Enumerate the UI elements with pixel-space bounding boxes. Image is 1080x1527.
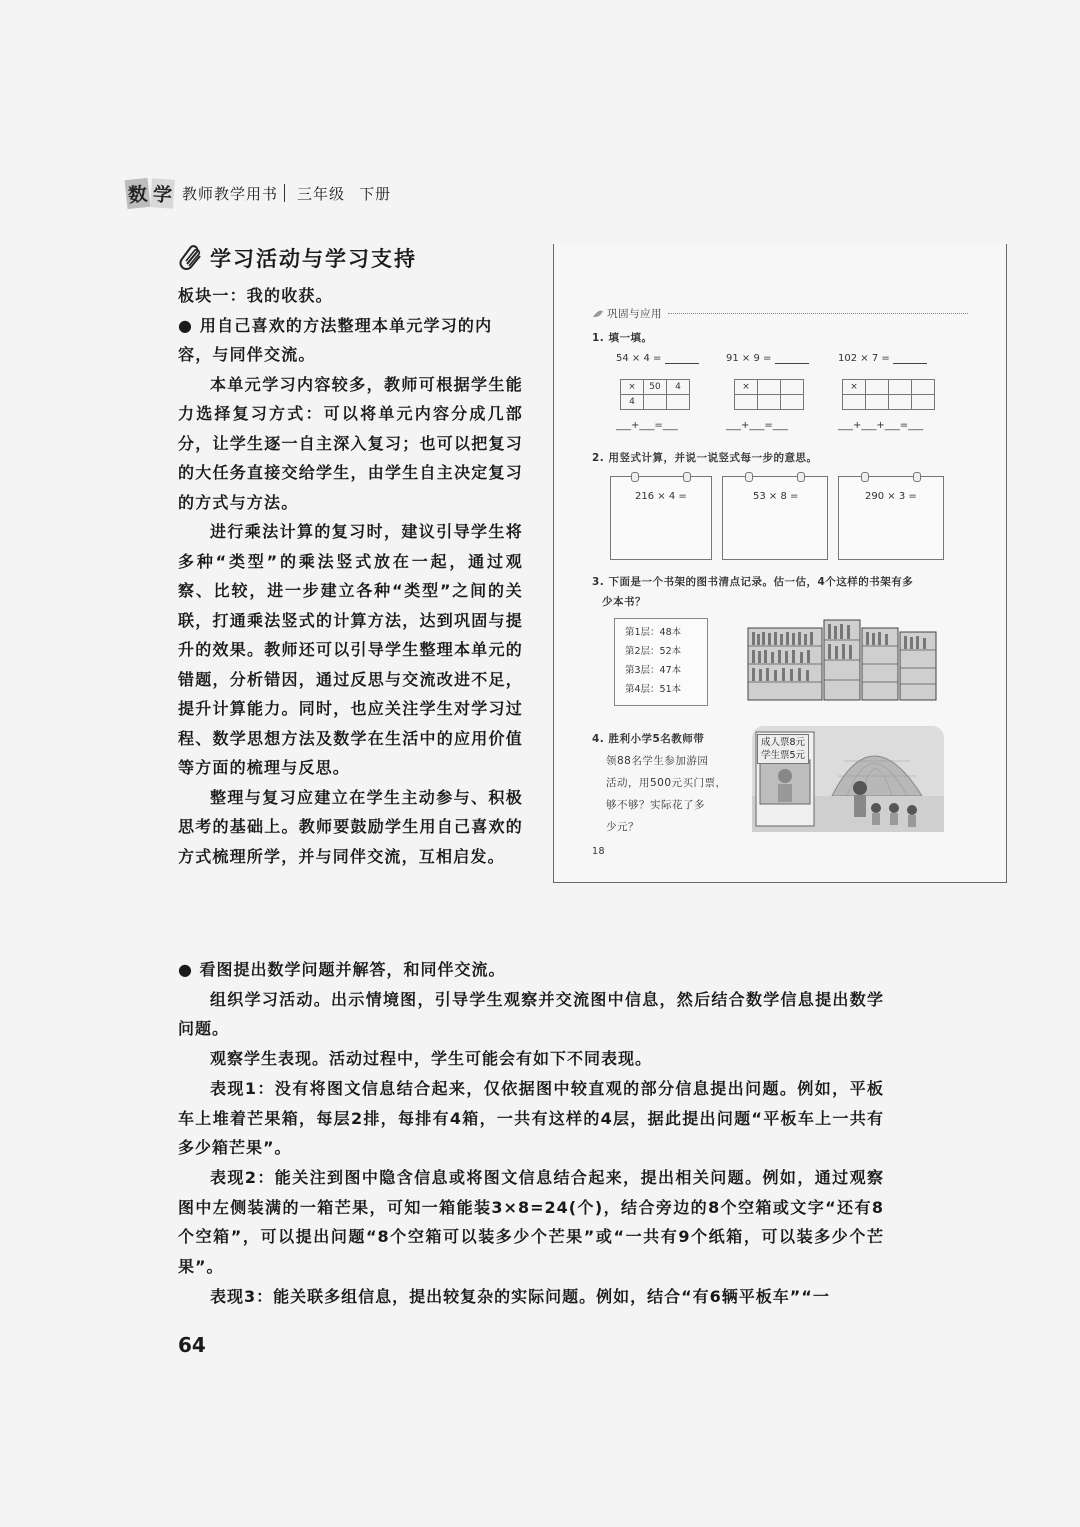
section-title-text: 学习活动与学习支持 [210,247,417,271]
bottom-paragraph-3: 表现1：没有将图文信息结合起来，仅依据图中较直观的部分信息提出问题。例如，平板车上堆着芒果箱，每层2排，每排有4箱，一共有这样的4层，据此提出问题“平板车上一共有多少箱芒果”。 [178,1078,884,1158]
q1-sum-3: ___+___+___=___ [838,420,924,431]
volume-label: 下册 [359,184,392,203]
grid-cell: × [843,380,866,395]
q1-sum-2: ___+___=___ [726,420,788,431]
grid-cell: 50 [644,380,667,395]
q1-grid-3 [842,379,935,410]
adult-ticket-price: 成人票8元 [761,737,806,748]
q3-record-note [614,618,708,706]
page-number: 64 [178,1333,206,1357]
q2-eq-2: 53 × 8 = [753,491,799,502]
header-separator [284,184,285,202]
q1-eq-2 [726,353,809,364]
q1-grid-1 [620,379,690,410]
paragraph-3: 整理与复习应建立在学生主动参与、积极思考的基础上。教师要鼓励学生用自己喜欢的方式梳理所学，并与同伴交流，互相启发。 [178,787,523,866]
q1-eq-3 [838,353,927,364]
section-title [178,243,417,273]
paperclip-icon [178,244,206,272]
subject-char-1: 数 [125,177,151,208]
q1-grid-2 [734,379,804,410]
q2-eq-3: 290 × 3 = [865,491,917,502]
q2-workbox-3 [838,476,944,560]
q4-line: 活动，用500元买门票， [606,777,727,789]
q4-text [592,728,727,838]
running-header [126,176,391,210]
q1-eq-1-text: 54 × 4 = [616,353,662,364]
section-label-text: 巩固与应用 [607,308,662,320]
grid-cell: 4 [621,395,644,410]
bottom-paragraph-5: 表现3：能关联多组信息，提出较复杂的实际问题。例如，结合“有6辆平板车”“一 [210,1286,830,1306]
q1-eq-1 [616,353,699,364]
textbook-page-number: 18 [592,846,606,857]
q3-label-line2: 少本书？ [602,596,646,608]
paragraph-2: 进行乘法计算的复习时，建议引导学生将多种“类型”的乘法竖式放在一起，通过观察、比较，进一步建立各种“类型”之间的关联，打通乘法竖式的计算方法，达到巩固与提升的效果。教师还可以引导学生整理本单元的错题，分析错因，通过反思与交流改进不足，提升计算能力。同时，也应关注学生对学习过程、数学思想方法及数学在生活中的应用价值等方面的梳理与反思。 [178,522,523,777]
q2-workbox-2 [722,476,828,560]
q1-label: 1. 填一填。 [592,332,653,344]
q4-line: 够不够？实际花了多 [606,799,705,811]
q4-line: 少元？ [606,821,639,833]
grade-label: 三年级 [297,184,346,203]
q2-workbox-1 [610,476,712,560]
dotted-rule [668,313,968,314]
q2-label: 2. 用竖式计算，并说一说竖式每一步的意思。 [592,452,818,464]
textbook-section-label [592,306,968,321]
q1-eq-3-text: 102 × 7 = [838,353,890,364]
left-column [178,281,523,871]
bottom-section [178,955,884,1311]
leaf-icon [592,309,604,319]
bullet-heading-1: ● 用自己喜欢的方法整理本单元学习的内容，与同伴交流。 [178,315,493,364]
record-line: 第1层：48本 [625,627,682,638]
subject-char-2: 学 [150,178,175,209]
ticket-price-sign [757,734,809,764]
q1-sum-1: ___+___=___ [616,420,678,431]
bottom-paragraph-4: 表现2：能关注到图中隐含信息或将图文信息结合起来，提出相关问题。例如，通过观察图中左侧装满的一箱芒果，可知一箱能装3×8=24(个)，结合旁边的8个空箱或文字“还有8个空箱”，可以提出问题“8个空箱可以装多少个芒果”或“一共有9个纸箱，可以装多少个芒果”。 [178,1167,884,1277]
grid-cell: × [621,380,644,395]
subject-logo [126,179,176,208]
grid-cell: 4 [667,380,690,395]
record-line: 第3层：47本 [625,665,682,676]
student-ticket-price: 学生票5元 [761,750,806,761]
bookshelf-illustration [744,610,944,706]
q1-eq-2-text: 91 × 9 = [726,353,772,364]
bullet-heading-2: ● 看图提出数学问题并解答，和同伴交流。 [178,960,506,979]
textbook-page-figure [553,244,1007,883]
q3-label-line1: 3. 下面是一个书架的图书清点记录。估一估，4个这样的书架有多 [592,576,914,588]
q2-eq-1: 216 × 4 = [635,491,687,502]
bottom-paragraph-1: 组织学习活动。出示情境图，引导学生观察并交流图中信息，然后结合数学信息提出数学问题。 [178,989,884,1039]
book-title: 教师教学用书 [182,184,279,203]
grid-cell: × [735,380,758,395]
record-line: 第2层：52本 [625,646,682,657]
q4-line: 4. 胜利小学5名教师带 [592,733,705,745]
module-heading: 板块一：我的收获。 [178,286,333,305]
q4-line: 领88名学生参加游园 [606,755,709,767]
bottom-paragraph-2: 观察学生表现。活动过程中，学生可能会有如下不同表现。 [210,1049,653,1069]
record-line: 第4层：51本 [625,684,682,695]
paragraph-1: 本单元学习内容较多，教师可根据学生能力选择复习方式：可以将单元内容分成几部分，让学生逐一自主深入复习；也可以把复习的大任务直接交给学生，由学生自主决定复习的方式与方法。 [178,374,523,512]
